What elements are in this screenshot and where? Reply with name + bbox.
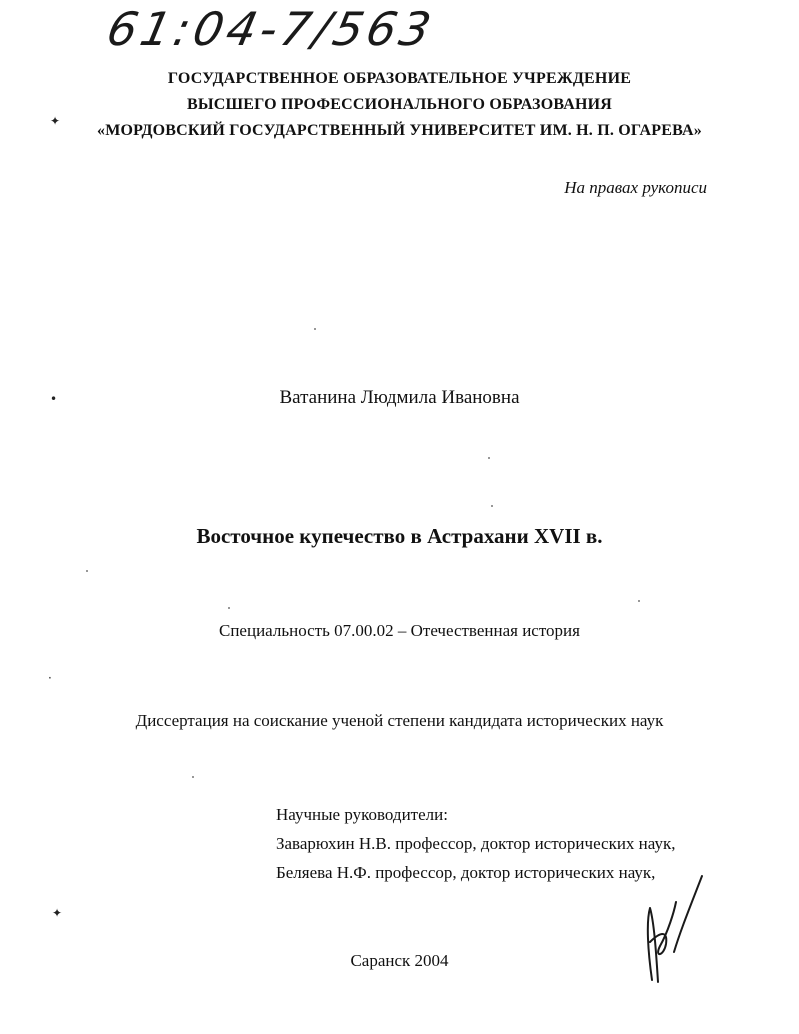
scan-dot: [314, 328, 316, 330]
degree-line: Диссертация на соискание ученой степени кандидата исторических наук: [135, 711, 664, 730]
supervisor-item: Заварюхин Н.В. профессор, доктор исторических наук,: [276, 834, 676, 853]
scan-dot: [192, 776, 194, 778]
supervisor-item: Беляева Н.Ф. профессор, доктор исторических наук,: [276, 863, 656, 882]
scan-dot: [86, 570, 88, 572]
scan-dot: [488, 457, 490, 459]
scan-dot: [638, 600, 640, 602]
rights-note: На правах рукописи: [564, 178, 707, 197]
supervisors-block: [276, 800, 675, 887]
scan-mark-icon: •: [50, 392, 58, 406]
institution-line-2: ВЫСШЕГО ПРОФЕССИОНАЛЬНОГО ОБРАЗОВАНИЯ: [186, 96, 613, 113]
institution-line-1: ГОСУДАРСТВЕННОЕ ОБРАЗОВАТЕЛЬНОЕ УЧРЕЖДЕНИЕ: [167, 70, 632, 87]
author-name: Ватанина Людмила Ивановна: [279, 387, 520, 408]
dissertation-title: Восточное купечество в Астрахани XVII в.: [196, 524, 603, 548]
specialty-line: Специальность 07.00.02 – Отечественная история: [219, 621, 580, 640]
institution-line-3: «МОРДОВСКИЙ ГОСУДАРСТВЕННЫЙ УНИВЕРСИТЕТ ИМ. Н. П. ОГАРЕВА»: [97, 122, 702, 139]
archive-number-handwritten: 61:04-7/563: [102, 2, 440, 56]
signature-icon: [630, 872, 710, 992]
city-year: Саранск 2004: [350, 951, 449, 970]
scan-dot: [228, 607, 230, 609]
scan-mark-icon: ✦: [50, 114, 61, 128]
scan-mark-icon: ·: [48, 671, 52, 685]
scan-dot: [491, 505, 493, 507]
supervisors-heading: Научные руководители:: [276, 805, 448, 824]
scan-mark-icon: ✦: [52, 906, 63, 920]
